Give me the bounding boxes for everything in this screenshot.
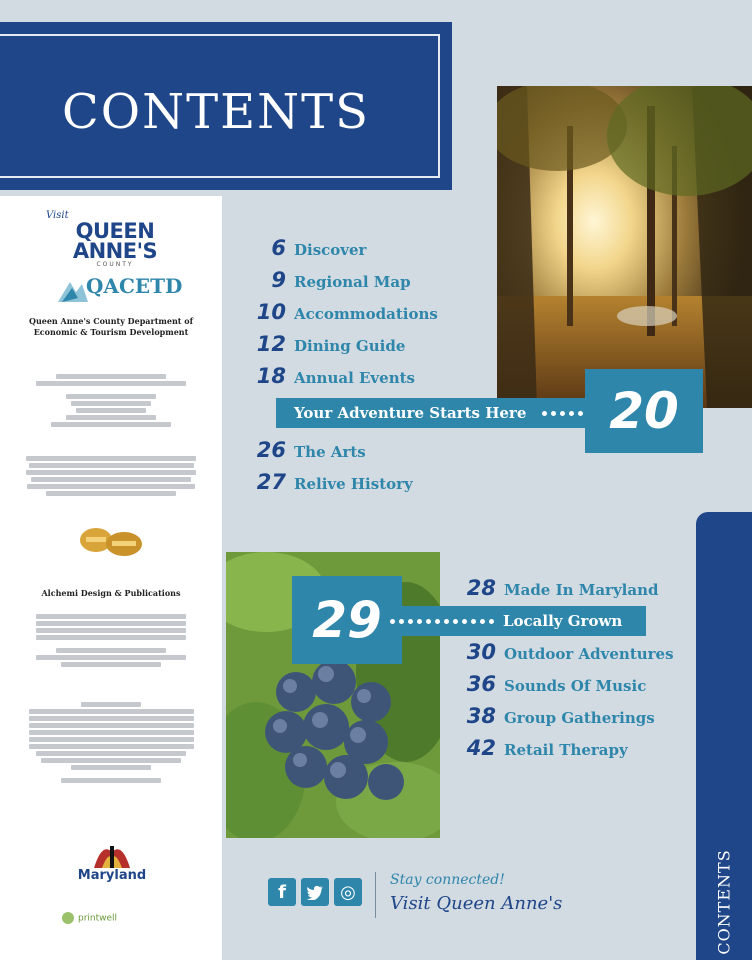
- page-title: CONTENTS: [62, 84, 371, 140]
- award-badge-icon: [78, 524, 144, 558]
- leaf-icon: [62, 912, 74, 924]
- contents-item-dining-guide[interactable]: 12 Dining Guide: [256, 332, 406, 356]
- contents-item-sounds-of-music[interactable]: 36 Sounds Of Music: [466, 672, 647, 696]
- contents-item-discover[interactable]: 6 Discover: [271, 236, 367, 260]
- contents-item-made-in-maryland[interactable]: 28 Made In Maryland: [466, 576, 659, 600]
- instagram-icon[interactable]: ◎: [334, 878, 362, 906]
- feature-dots-locally-grown: [390, 619, 494, 624]
- publisher-name: Alchemi Design & Publications: [41, 588, 181, 598]
- qacetd-mark-icon: [56, 272, 90, 306]
- contents-item-relive-history[interactable]: 27 Relive History: [256, 470, 413, 494]
- facebook-icon[interactable]: f: [268, 878, 296, 906]
- feature-page-box-locally-grown[interactable]: 29: [292, 576, 402, 664]
- contents-item-regional-map[interactable]: 9 Regional Map: [271, 268, 411, 292]
- staff-fine-print: [20, 612, 202, 669]
- side-tab-label: CONTENTS: [714, 849, 734, 955]
- twitter-icon[interactable]: [301, 878, 329, 906]
- twitter-bird-icon: [306, 885, 324, 900]
- contents-item-retail-therapy[interactable]: 42 Retail Therapy: [466, 736, 628, 760]
- contents-item-group-gatherings[interactable]: 38 Group Gatherings: [466, 704, 655, 728]
- social-divider: [375, 872, 376, 918]
- feature-title-adventure: Your Adventure Starts Here: [294, 404, 527, 422]
- organization-name: Queen Anne's County Department of Economic & Tourism Development: [28, 316, 194, 337]
- contents-item-the-arts[interactable]: 26 The Arts: [256, 438, 366, 462]
- feature-dots-adventure: [542, 411, 583, 416]
- feature-title-locally-grown: Locally Grown: [503, 612, 623, 630]
- stay-connected-text: Stay connected!: [390, 872, 505, 888]
- contents-item-annual-events[interactable]: 18 Annual Events: [256, 364, 415, 388]
- contents-item-accommodations[interactable]: 10 Accommodations: [256, 300, 438, 324]
- maryland-logo: Maryland: [72, 840, 152, 902]
- side-tab: [696, 512, 752, 960]
- maryland-flag-icon: [72, 840, 152, 870]
- sidebar: [0, 196, 222, 960]
- contents-item-outdoor-adventures[interactable]: 30 Outdoor Adventures: [466, 640, 674, 664]
- feature-page-box-adventure[interactable]: 20: [585, 369, 703, 453]
- queen-annes-logo: Visit QUEEN ANNE'S COUNTY: [46, 210, 158, 268]
- forest-photo: [497, 86, 752, 408]
- copyright-fine-print: [20, 700, 202, 785]
- visit-queen-annes-link[interactable]: Visit Queen Anne's: [390, 893, 563, 914]
- printer-logo: printwell: [62, 912, 117, 924]
- qacetd-logo: QACETD: [56, 272, 166, 306]
- forest-image: [497, 86, 752, 408]
- contact-fine-print: [20, 372, 202, 429]
- disclaimer-fine-print: [20, 454, 202, 498]
- award-badges: [78, 524, 144, 558]
